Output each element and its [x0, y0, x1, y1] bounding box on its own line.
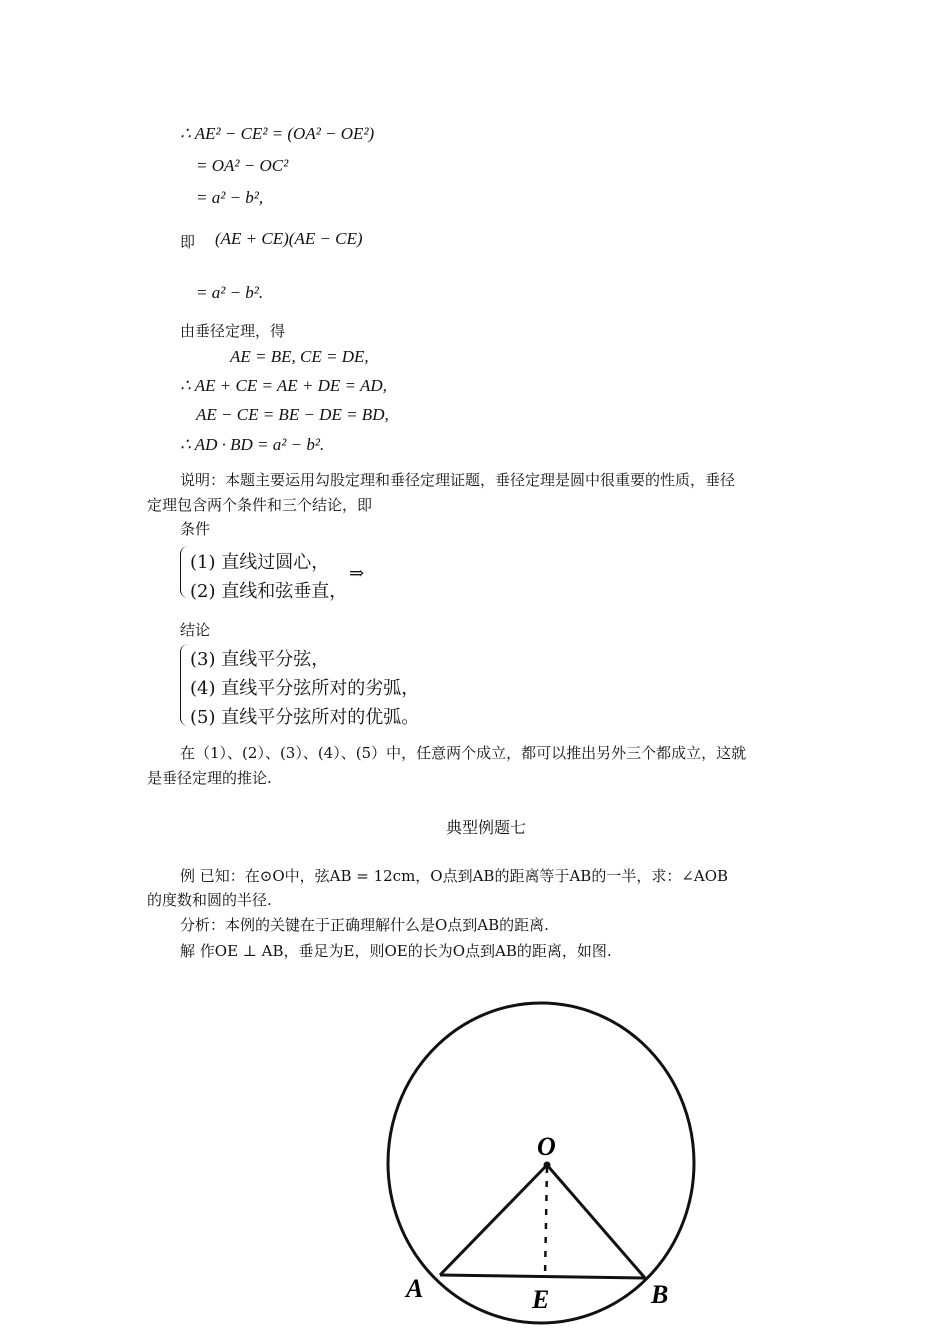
- proof-line-4: (AE + CE)(AE − CE): [215, 229, 363, 248]
- condition-label: 条件: [180, 520, 211, 538]
- example-question-1: 例 已知：在⊙O中，弦AB = 12cm，O点到AB的距离等于AB的一半，求：∠AOB: [180, 867, 729, 885]
- condition-1: (1) 直线过圆心，: [190, 552, 330, 573]
- condition-brace: [180, 546, 189, 598]
- proof-line-4-prefix: 即: [180, 233, 196, 251]
- proof-line-6: 由垂径定理，得: [180, 322, 286, 340]
- inference-line-1: 在（1）、(2）、(3）、(4）、(5）中，任意两个成立，都可以推出另外三个都成立，这就: [180, 744, 747, 762]
- example-analysis: 分析：本例的关键在于正确理解什么是O点到AB的距离.: [180, 916, 549, 934]
- note-line-1: 说明：本题主要运用勾股定理和垂径定理证题，垂径定理是圆中很重要的性质，垂径: [180, 471, 736, 489]
- proof-line-1: ∴ AE² − CE² = (OA² − OE²): [180, 124, 375, 143]
- segment-ob: [547, 1165, 645, 1278]
- center-point: [544, 1162, 551, 1169]
- conclusion-5: (5) 直线平分弦所对的优弧。: [190, 707, 420, 728]
- conclusion-label: 结论: [180, 621, 211, 639]
- example-question-2: 的度数和圆的半径.: [147, 891, 272, 909]
- label-b: B: [651, 1280, 669, 1309]
- proof-line-3: = a² − b²,: [196, 188, 264, 207]
- chord-ab: [440, 1275, 645, 1278]
- inference-line-2: 是垂径定理的推论.: [147, 769, 272, 787]
- example-heading: 典型例题七: [446, 818, 527, 837]
- label-o: O: [537, 1132, 556, 1161]
- conclusion-brace: [180, 644, 189, 726]
- label-a: A: [406, 1274, 424, 1303]
- implies-arrow-icon: ⇒: [349, 563, 365, 584]
- example-solution: 解 作OE ⊥ AB，垂足为E，则OE的长为O点到AB的距离，如图.: [180, 942, 612, 960]
- proof-line-9: AE − CE = BE − DE = BD,: [196, 405, 389, 424]
- proof-line-2: = OA² − OC²: [196, 156, 289, 175]
- segment-oe-dashed: [545, 1167, 547, 1277]
- circle-figure: [370, 995, 710, 1344]
- label-e: E: [532, 1285, 550, 1314]
- proof-line-10: ∴ AD · BD = a² − b².: [180, 435, 325, 454]
- note-line-2: 定理包含两个条件和三个结论，即: [147, 496, 373, 514]
- proof-line-8: ∴ AE + CE = AE + DE = AD,: [180, 376, 387, 395]
- conclusion-4: (4) 直线平分弦所对的劣弧，: [190, 678, 420, 699]
- segment-oa: [440, 1165, 547, 1275]
- condition-2: (2) 直线和弦垂直，: [190, 581, 348, 602]
- conclusion-3: (3) 直线平分弦，: [190, 649, 330, 670]
- proof-line-5: = a² − b².: [196, 283, 264, 302]
- proof-line-7: AE = BE, CE = DE,: [230, 347, 369, 366]
